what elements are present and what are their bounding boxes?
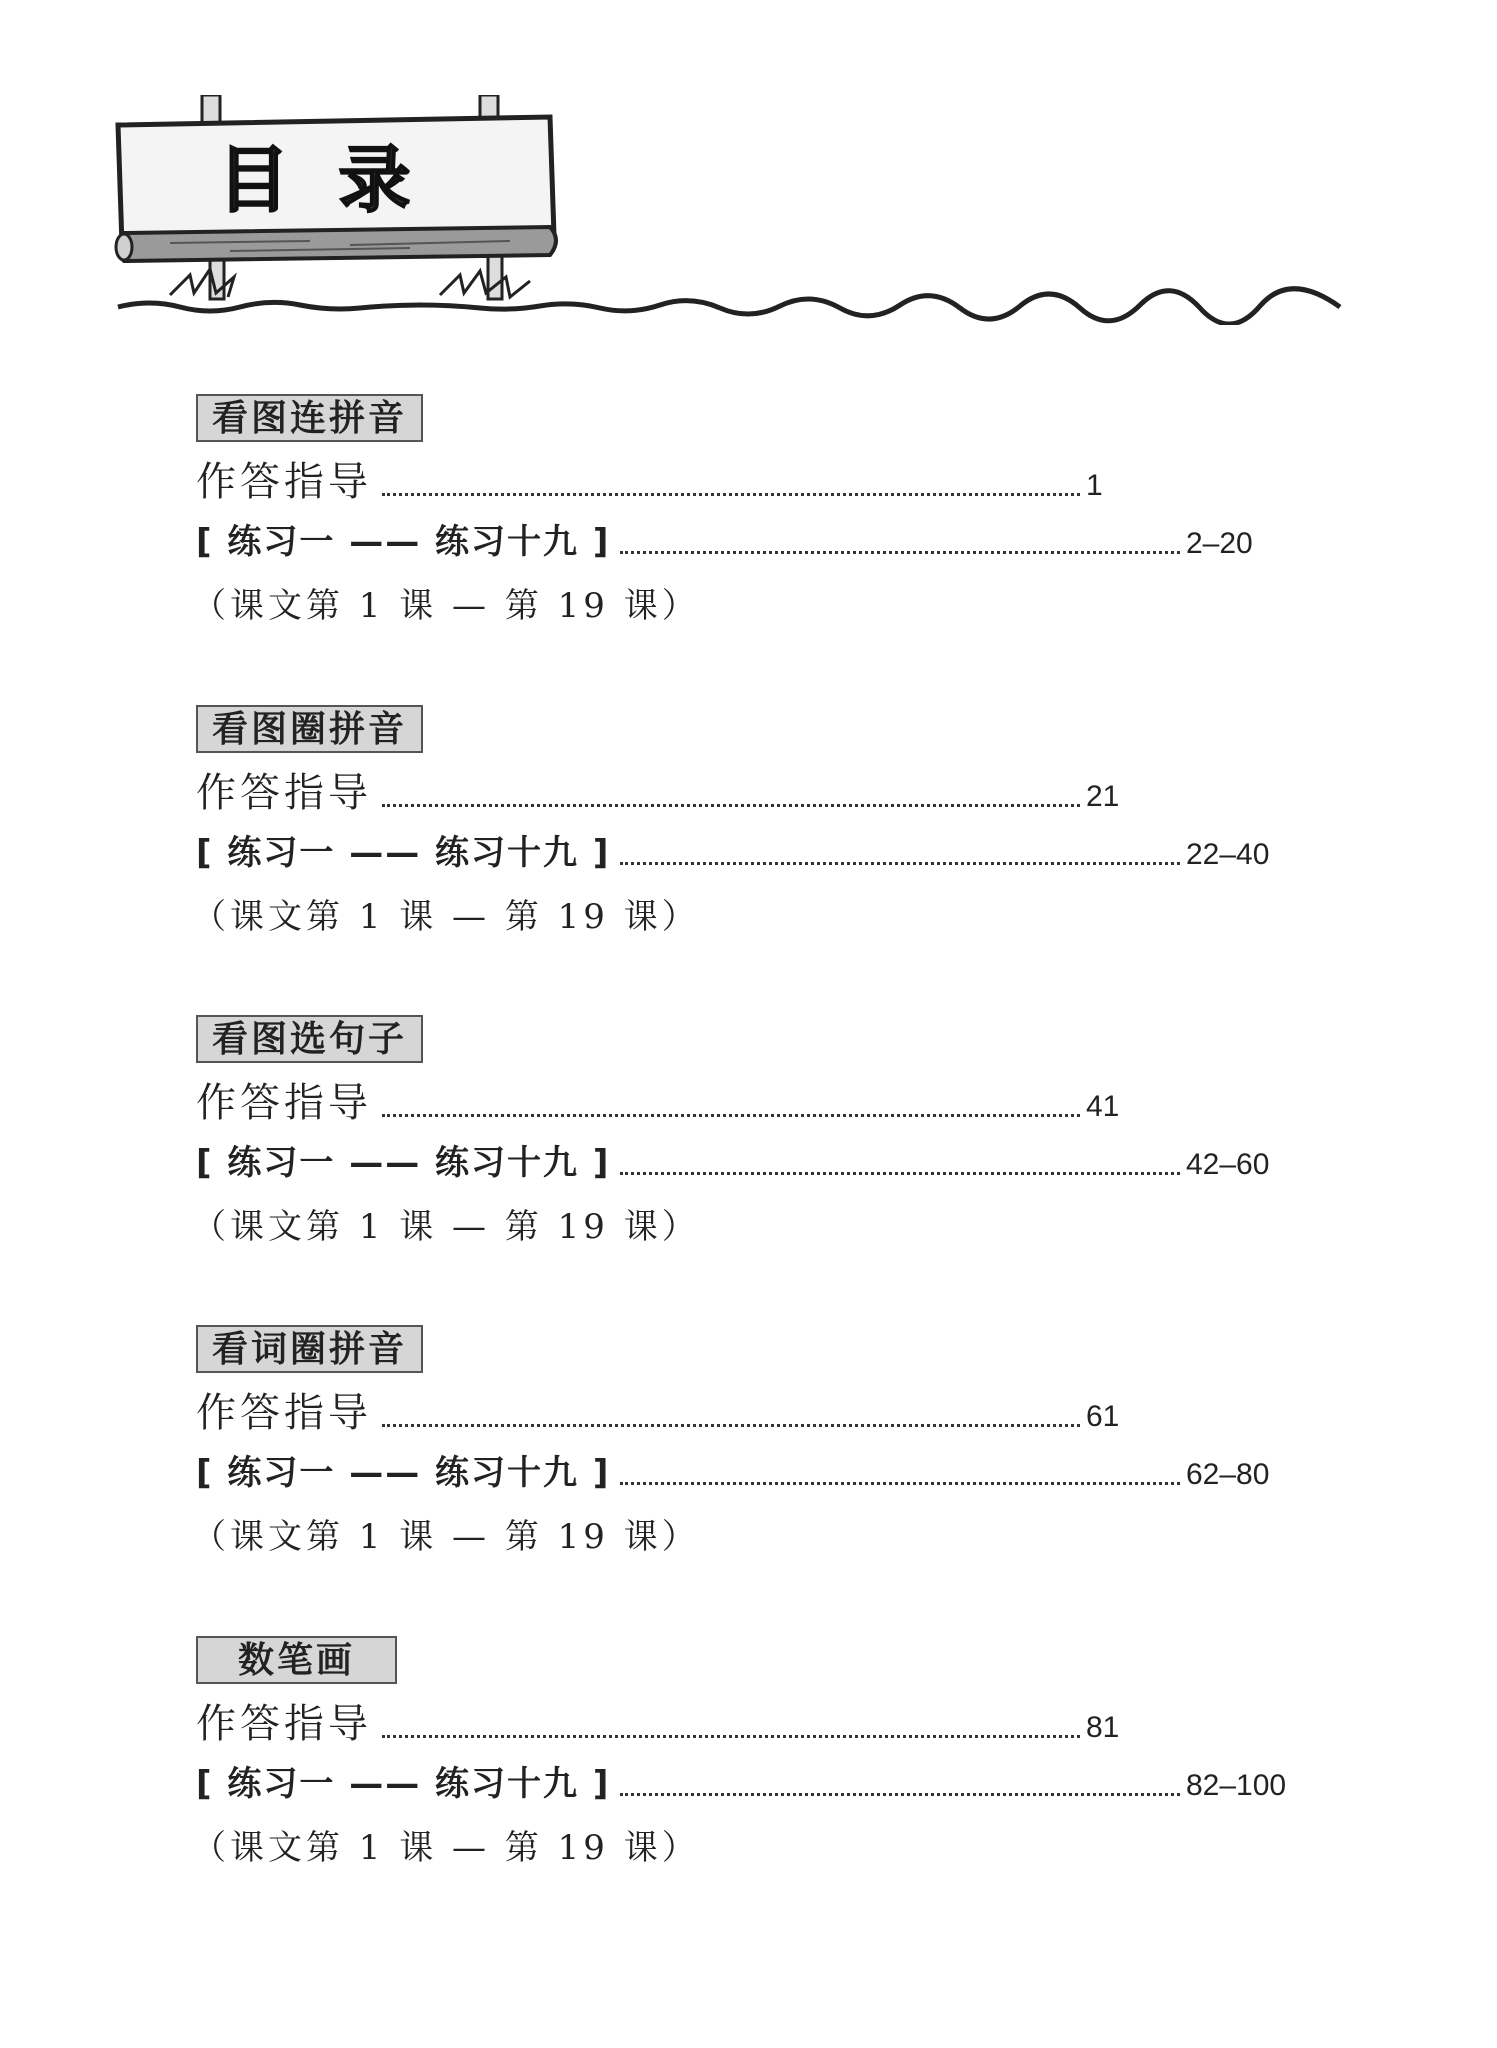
page-number: 82–100 [1186,1769,1287,1802]
page-number: 22–40 [1186,838,1270,871]
toc-entry-exercises[interactable] [196,1141,1296,1185]
entry-label: 作答指导 [196,770,372,816]
toc-entry-guide[interactable] [196,1700,1196,1748]
dot-leader [620,861,1180,865]
entry-label: 作答指导 [196,459,372,505]
entry-label: 作答指导 [196,1390,372,1436]
toc-entry-exercises[interactable] [196,520,1296,564]
page-title: 目 录 [217,138,423,222]
toc-entry-guide[interactable] [196,769,1196,817]
entry-label: [ 练习一 —— 练习十九 ] [196,1453,611,1493]
dot-leader [620,1792,1180,1796]
entry-label: [ 练习一 —— 练习十九 ] [196,522,611,562]
toc-entry-exercises[interactable] [196,1451,1296,1495]
page-number: 1 [1086,469,1103,502]
page-number: 42–60 [1186,1148,1270,1181]
section-label: 看图选句子 [196,1015,423,1063]
section-label: 看图连拼音 [196,394,423,442]
dot-leader [620,1481,1180,1485]
entry-label: 作答指导 [196,1701,372,1747]
lesson-range-note: （课文第 1 课 — 第 19 课） [192,586,700,626]
lesson-range-note: （课文第 1 课 — 第 19 课） [192,1828,700,1868]
dot-leader [382,1113,1080,1117]
lesson-range-note: （课文第 1 课 — 第 19 课） [192,1517,700,1557]
entry-label: [ 练习一 —— 练习十九 ] [196,833,611,873]
contents-signboard [110,95,1350,325]
toc-entry-guide[interactable] [196,1079,1196,1127]
page-number: 62–80 [1186,1458,1270,1491]
toc-entry-guide[interactable] [196,458,1196,506]
dot-leader [620,1171,1180,1175]
page-number: 2–20 [1186,527,1253,560]
dot-leader [382,1734,1080,1738]
toc-section [192,394,1296,626]
toc-section [192,705,1296,937]
toc-entry-exercises[interactable] [196,831,1296,875]
toc-section [192,1325,1296,1557]
dot-leader [382,492,1080,496]
toc-entry-exercises[interactable] [196,1762,1296,1806]
section-label: 数笔画 [196,1636,397,1684]
section-label: 看图圈拼音 [196,705,423,753]
entry-label: [ 练习一 —— 练习十九 ] [196,1143,611,1183]
page-number: 81 [1086,1711,1120,1744]
dot-leader [382,1423,1080,1427]
section-label: 看词圈拼音 [196,1325,423,1373]
page-number: 21 [1086,780,1120,813]
dot-leader [382,803,1080,807]
entry-label: [ 练习一 —— 练习十九 ] [196,1764,611,1804]
page-number: 41 [1086,1090,1120,1123]
entry-label: 作答指导 [196,1080,372,1126]
toc-entry-guide[interactable] [196,1389,1196,1437]
toc-section [192,1636,1296,1868]
toc-section [192,1015,1296,1247]
lesson-range-note: （课文第 1 课 — 第 19 课） [192,897,700,937]
page-number: 61 [1086,1400,1120,1433]
dot-leader [620,550,1180,554]
lesson-range-note: （课文第 1 课 — 第 19 课） [192,1207,700,1247]
